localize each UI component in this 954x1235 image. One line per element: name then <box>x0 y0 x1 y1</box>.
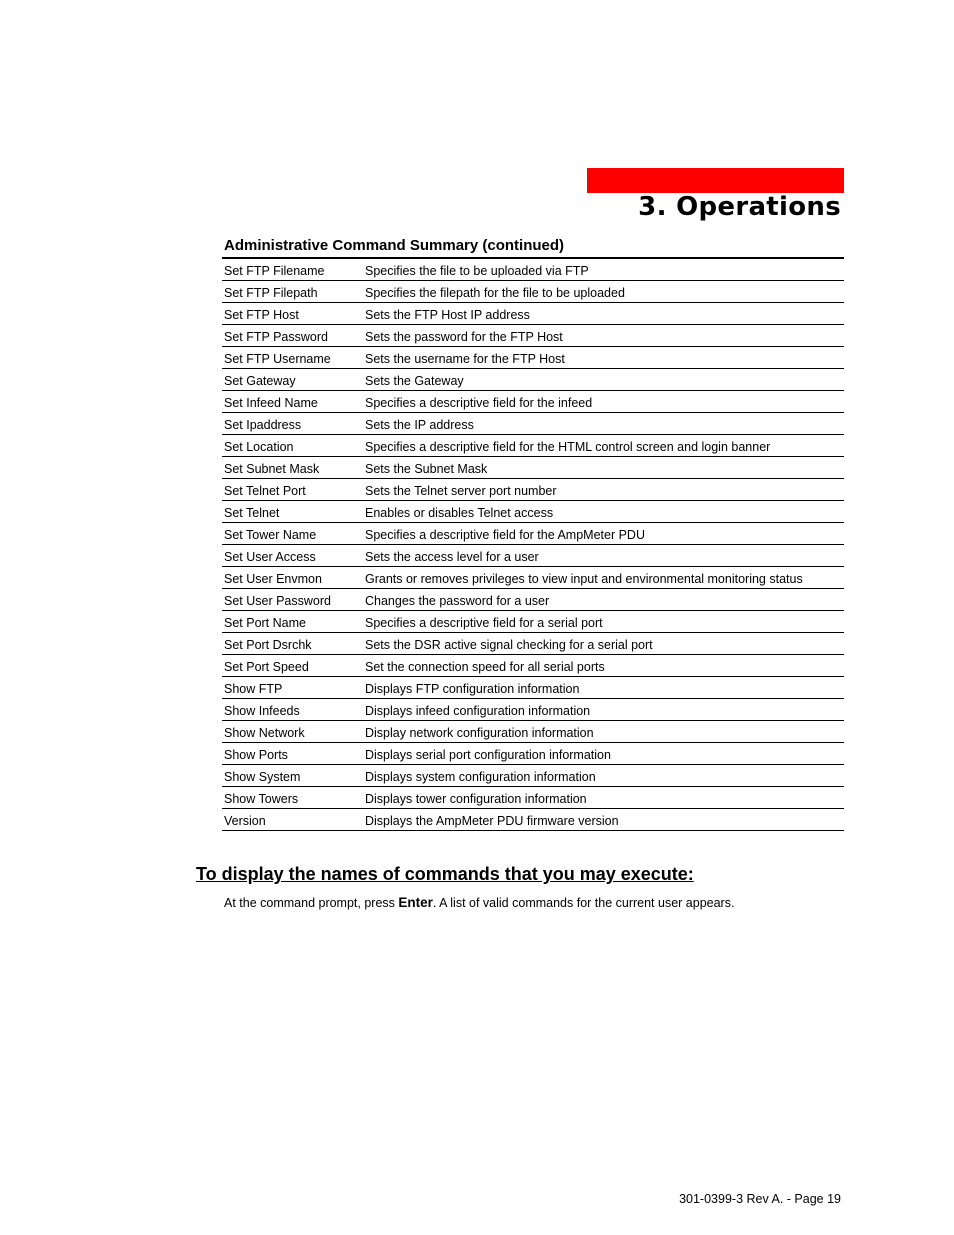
table-row <box>222 325 844 347</box>
section-heading: To display the names of commands that you may execute: <box>196 864 694 884</box>
table-row <box>222 413 844 435</box>
command-name: Show Towers <box>224 792 299 806</box>
command-description: Specifies the file to be uploaded via FTP <box>365 264 589 278</box>
table-row <box>222 435 844 457</box>
table-row <box>222 699 844 721</box>
command-description: Set the connection speed for all serial ports <box>365 660 605 674</box>
command-name: Set Port Dsrchk <box>224 638 312 652</box>
command-description: Displays FTP configuration information <box>365 682 580 696</box>
table-row <box>222 391 844 413</box>
chapter-title: 3. Operations <box>638 192 841 222</box>
command-description: Grants or removes privileges to view input and environmental monitoring status <box>365 572 803 586</box>
table-row <box>222 567 844 589</box>
table-row <box>222 479 844 501</box>
table-row <box>222 457 844 479</box>
table-row <box>222 347 844 369</box>
command-name: Set Port Speed <box>224 660 309 674</box>
command-name: Set Ipaddress <box>224 418 302 432</box>
command-description: Sets the FTP Host IP address <box>365 308 530 322</box>
table-row <box>222 809 844 831</box>
command-name: Set User Envmon <box>224 572 322 586</box>
command-description: Displays system configuration information <box>365 770 596 784</box>
command-name: Set User Password <box>224 594 331 608</box>
table-row <box>222 589 844 611</box>
command-description: Specifies a descriptive field for the infeed <box>365 396 593 410</box>
command-summary-table <box>222 257 844 831</box>
table-row <box>222 303 844 325</box>
chapter-accent-bar <box>587 168 844 193</box>
command-name: Set FTP Filename <box>224 264 325 278</box>
command-description: Sets the password for the FTP Host <box>365 330 563 344</box>
command-name: Show FTP <box>224 682 283 696</box>
instruction-text-start: At the command prompt, press <box>224 896 399 910</box>
table-row <box>222 281 844 303</box>
table-row <box>222 501 844 523</box>
command-name: Set FTP Filepath <box>224 286 318 300</box>
table-row <box>222 787 844 809</box>
command-description: Displays tower configuration information <box>365 792 587 806</box>
table-row <box>222 655 844 677</box>
command-name: Set User Access <box>224 550 316 564</box>
table-row <box>222 545 844 567</box>
command-description: Sets the access level for a user <box>365 550 539 564</box>
command-name: Show Network <box>224 726 305 740</box>
command-name: Set FTP Username <box>224 352 331 366</box>
command-name: Set Location <box>224 440 294 454</box>
command-description: Specifies the filepath for the file to be uploaded <box>365 286 625 300</box>
command-name: Set Telnet Port <box>224 484 306 498</box>
command-name: Set Port Name <box>224 616 306 630</box>
table-row <box>222 259 844 281</box>
table-row <box>222 611 844 633</box>
command-description: Specifies a descriptive field for a serial port <box>365 616 603 630</box>
command-name: Show System <box>224 770 301 784</box>
command-name: Set Subnet Mask <box>224 462 320 476</box>
command-name: Set Tower Name <box>224 528 317 542</box>
command-description: Specifies a descriptive field for the HTML control screen and login banner <box>365 440 771 454</box>
command-description: Sets the DSR active signal checking for a serial port <box>365 638 653 652</box>
command-name: Version <box>224 814 266 828</box>
command-name: Show Infeeds <box>224 704 300 718</box>
command-description: Display network configuration information <box>365 726 594 740</box>
page-footer: 301-0399-3 Rev A. - Page 19 <box>679 1192 841 1206</box>
command-name: Show Ports <box>224 748 288 762</box>
command-name: Set FTP Host <box>224 308 299 322</box>
table-row <box>222 633 844 655</box>
command-description: Specifies a descriptive field for the AmpMeter PDU <box>365 528 645 542</box>
instruction-text-end: . A list of valid commands for the current user appears. <box>432 896 735 910</box>
table-row <box>222 743 844 765</box>
table-row <box>222 523 844 545</box>
command-description: Sets the Gateway <box>365 374 464 388</box>
command-description: Sets the username for the FTP Host <box>365 352 565 366</box>
command-name: Set Gateway <box>224 374 296 388</box>
table-caption: Administrative Command Summary (continued) <box>224 237 565 254</box>
command-name: Set Infeed Name <box>224 396 318 410</box>
command-description: Changes the password for a user <box>365 594 550 608</box>
command-description: Sets the Subnet Mask <box>365 462 488 476</box>
command-description: Displays serial port configuration information <box>365 748 611 762</box>
command-description: Sets the Telnet server port number <box>365 484 557 498</box>
table-row <box>222 369 844 391</box>
command-name: Set Telnet <box>224 506 280 520</box>
command-description: Sets the IP address <box>365 418 474 432</box>
table-row <box>222 721 844 743</box>
command-description: Displays infeed configuration information <box>365 704 591 718</box>
enter-key-label: Enter <box>398 895 433 910</box>
table-row <box>222 765 844 787</box>
table-row <box>222 677 844 699</box>
command-name: Set FTP Password <box>224 330 328 344</box>
command-description: Displays the AmpMeter PDU firmware version <box>365 814 619 828</box>
instruction-text <box>224 895 734 910</box>
command-description: Enables or disables Telnet access <box>365 506 554 520</box>
